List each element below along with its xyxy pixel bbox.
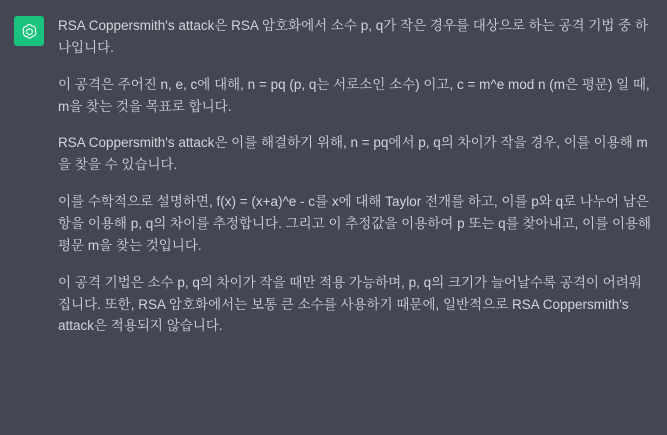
paragraph: 이 공격 기법은 소수 p, q의 차이가 작을 때만 적용 가능하며, p, q의 크기가 늘어날수록 공격이 어려워집니다. 또한, RSA 암호화에서는 보통 큰 소수를 사용하기 때문에, 일반적으로 RSA Coppersmith's attack은 적용되지 않습니다. [58,274,642,334]
paragraph: RSA Coppersmith's attack은 RSA 암호화에서 소수 p, q가 작은 경우를 대상으로 하는 공격 기법 중 하나입니다. [58,18,648,55]
openai-logo-icon [20,22,39,41]
paragraph: 이를 수학적으로 설명하면, f(x) = (x+a)^e - c를 x에 대해 Taylor 전개를 하고, 이를 p와 q로 나누어 남은 항을 이용해 p, q의 차이를 추정합니다. 그리고 이 추정값을 이용하여 p 또는 q를 찾아내고, 이를 이용해 평문 m을 찾는 것입니다. [58,194,652,253]
paragraph: 이 공격은 주어진 n, e, c에 대해, n = pq (p, q는 서로소인 소수) 이고, c = m^e mod n (m은 평문) 일 때, m을 찾는 것을 목표로 합니다. [58,76,650,114]
paragraph: RSA Coppersmith's attack은 이를 해결하기 위해, n = pq에서 p, q의 차이가 작을 경우, 이를 이용해 m을 찾을 수 있습니다. [58,135,648,173]
assistant-avatar [14,16,44,46]
assistant-message-text [58,14,653,337]
